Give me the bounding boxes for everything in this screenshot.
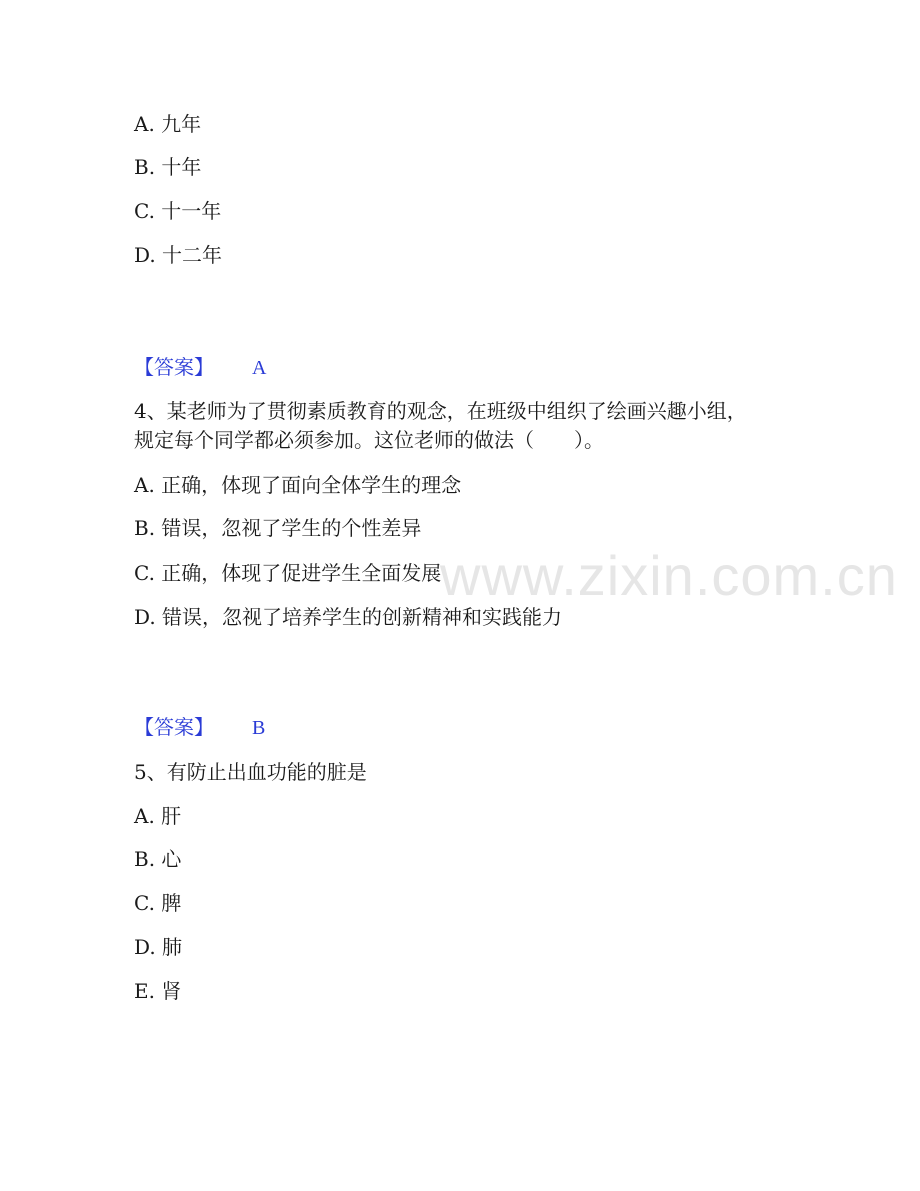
- question-stem-line-2: 规定每个同学都必须参加。这位老师的做法（ ）。: [134, 428, 604, 452]
- option-a: A. 正确，体现了面向全体学生的理念: [134, 473, 462, 497]
- watermark: www.zixin.com.cn: [440, 544, 898, 607]
- question-stem-line-1: 4、某老师为了贯彻素质教育的观念，在班级中组织了绘画兴趣小组，: [134, 399, 747, 423]
- option-c: C. 正确，体现了促进学生全面发展: [134, 561, 442, 585]
- option-c: C. 脾: [134, 891, 182, 915]
- answer-label: 【答案】: [134, 355, 214, 379]
- question-stem: 5、有防止出血功能的脏是: [134, 760, 367, 784]
- answer-value: B: [252, 717, 266, 739]
- option-d: D. 错误，忽视了培养学生的创新精神和实践能力: [134, 605, 563, 629]
- option-c: C. 十一年: [134, 199, 222, 223]
- option-a: A. 九年: [134, 112, 202, 136]
- answer-3: [134, 353, 266, 382]
- option-b: B. 心: [134, 847, 182, 871]
- answer-label: 【答案】: [134, 715, 214, 739]
- answer-value: A: [252, 357, 267, 379]
- option-a: A. 肝: [134, 804, 182, 828]
- option-b: B. 十年: [134, 155, 202, 179]
- answer-4: [134, 713, 265, 742]
- option-d: D. 肺: [134, 935, 183, 959]
- option-d: D. 十二年: [134, 243, 223, 267]
- option-b: B. 错误，忽视了学生的个性差异: [134, 516, 422, 540]
- option-e: E. 肾: [134, 979, 182, 1003]
